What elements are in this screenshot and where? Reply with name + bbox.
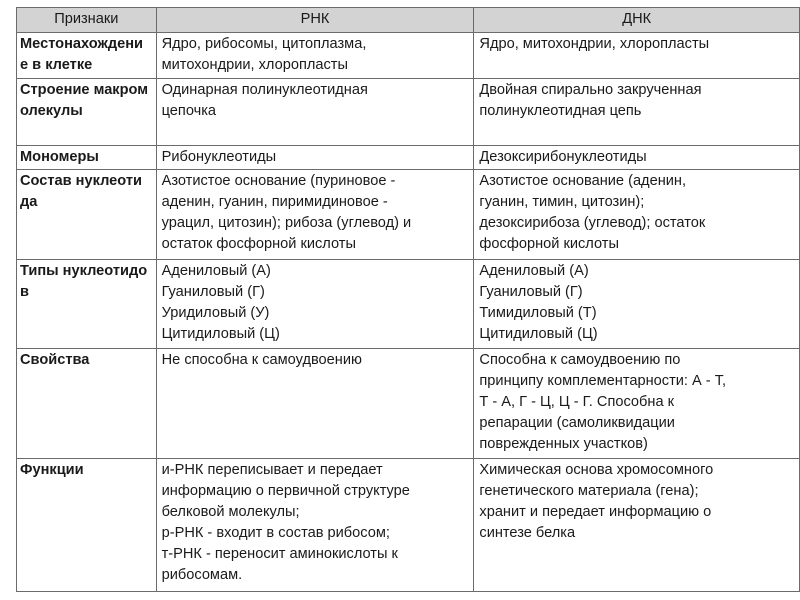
table-row xyxy=(17,146,800,170)
cell-line: полинуклеотидная цепь xyxy=(479,103,642,119)
comparison-table xyxy=(16,7,800,592)
rna-cell xyxy=(156,459,474,592)
row-label: Функции xyxy=(17,459,157,592)
rna-cell xyxy=(156,170,474,260)
row-label: Мономеры xyxy=(17,146,157,170)
cell-line: информацию о первичной структуре xyxy=(161,483,410,499)
cell-line: т-РНК - переносит аминокислоты к xyxy=(161,546,398,562)
cell-line: урацил, цитозин); рибоза (углевод) и xyxy=(161,215,412,231)
row-label: Типы нуклеотидов xyxy=(17,260,157,349)
rna-cell xyxy=(156,146,474,170)
table-row xyxy=(17,260,800,349)
cell-line: рибосомам. xyxy=(161,567,243,583)
table-row xyxy=(17,459,800,592)
cell-line: синтезе белка xyxy=(479,525,576,541)
cell-line: Одинарная полинуклеотидная xyxy=(161,82,368,98)
cell-line: Химическая основа хромосомного xyxy=(479,462,714,478)
cell-line: Азотистое основание (пуриновое - xyxy=(161,173,396,189)
cell-line: Гуаниловый (Г) xyxy=(479,284,583,300)
cell-line: Не способна к самоудвоению xyxy=(161,352,362,368)
rna-cell xyxy=(156,260,474,349)
row-label: Строение макромолекулы xyxy=(17,79,157,146)
dna-cell xyxy=(474,79,800,146)
cell-line: Двойная спирально закрученная xyxy=(479,82,702,98)
cell-line: Рибонуклеотиды xyxy=(161,149,277,165)
header-features: Признаки xyxy=(17,8,157,33)
cell-line: цепочка xyxy=(161,103,217,119)
cell-line: Ядро, рибосомы, цитоплазма, xyxy=(161,36,367,52)
cell-line: аденин, гуанин, пиримидиновое - xyxy=(161,194,388,210)
dna-cell xyxy=(474,459,800,592)
cell-line: Цитидиловый (Ц) xyxy=(161,326,280,342)
table-row xyxy=(17,33,800,79)
cell-line: Уридиловый (У) xyxy=(161,305,270,321)
cell-line: остаток фосфорной кислоты xyxy=(161,236,356,252)
dna-cell xyxy=(474,170,800,260)
cell-line: принципу комплементарности: А - Т, xyxy=(479,373,727,389)
cell-line: Т - А, Г - Ц, Ц - Г. Способна к xyxy=(479,394,675,410)
cell-line: Азотистое основание (аденин, xyxy=(479,173,687,189)
cell-line: Цитидиловый (Ц) xyxy=(479,326,598,342)
row-label: Местонахождение в клетке xyxy=(17,33,157,79)
cell-line: белковой молекулы; xyxy=(161,504,300,520)
rna-cell xyxy=(156,79,474,146)
dna-cell xyxy=(474,33,800,79)
cell-line: репарации (самоликвидации xyxy=(479,415,675,431)
table-row xyxy=(17,79,800,146)
cell-line: дезоксирибоза (углевод); остаток xyxy=(479,215,706,231)
cell-line: и-РНК переписывает и передает xyxy=(161,462,383,478)
row-label: Свойства xyxy=(17,349,157,459)
table-row xyxy=(17,349,800,459)
row-label: Состав нуклеотида xyxy=(17,170,157,260)
cell-line: Ядро, митохондрии, хлоропласты xyxy=(479,36,710,52)
header-dna: ДНК xyxy=(474,8,800,33)
rna-cell xyxy=(156,33,474,79)
cell-line: фосфорной кислоты xyxy=(479,236,619,252)
cell-line: Дезоксирибонуклеотиды xyxy=(479,149,647,165)
cell-line: поврежденных участков) xyxy=(479,436,648,452)
cell-line: митохондрии, хлоропласты xyxy=(161,57,348,73)
dna-cell xyxy=(474,349,800,459)
cell-line: гуанин, тимин, цитозин); xyxy=(479,194,645,210)
header-rna: РНК xyxy=(156,8,474,33)
cell-line: хранит и передает информацию о xyxy=(479,504,712,520)
cell-line: р-РНК - входит в состав рибосом; xyxy=(161,525,390,541)
dna-cell xyxy=(474,260,800,349)
header-row xyxy=(17,8,800,33)
cell-line: генетического материала (гена); xyxy=(479,483,699,499)
table-row xyxy=(17,170,800,260)
dna-cell xyxy=(474,146,800,170)
cell-line: Адениловый (А) xyxy=(479,263,589,279)
rna-cell xyxy=(156,349,474,459)
cell-line: Тимидиловый (Т) xyxy=(479,305,597,321)
cell-line: Адениловый (А) xyxy=(161,263,271,279)
cell-line: Способна к самоудвоению по xyxy=(479,352,681,368)
cell-line: Гуаниловый (Г) xyxy=(161,284,265,300)
